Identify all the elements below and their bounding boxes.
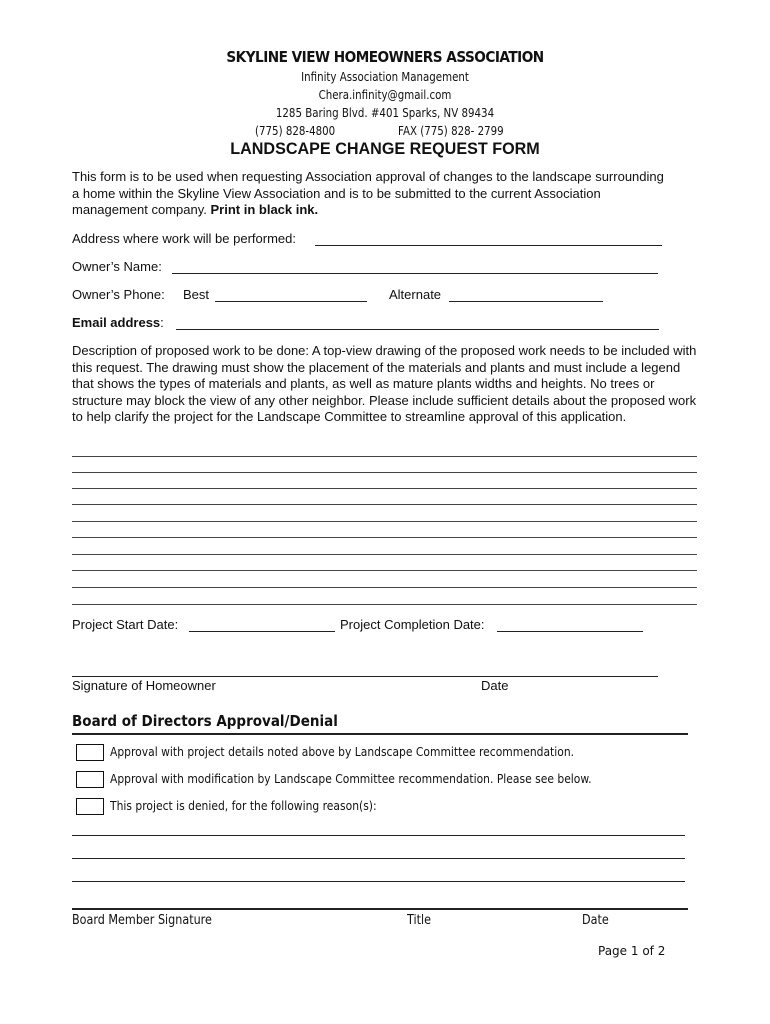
description-line[interactable] (72, 504, 697, 505)
completion-date-label: Project Completion Date: (340, 617, 485, 632)
board-signature-field[interactable] (72, 908, 688, 910)
reason-line[interactable] (72, 881, 685, 882)
description-line[interactable] (72, 587, 697, 588)
best-phone-field[interactable] (215, 301, 367, 302)
approval-option-label: Approval with project details noted above by Landscape Committee recommendation. (110, 744, 575, 759)
board-title-label: Title (407, 913, 431, 928)
description-line[interactable] (72, 488, 697, 489)
start-date-field[interactable] (189, 631, 335, 632)
description-paragraph: Description of proposed work to be done: A top-view drawing of the proposed work needs to be included with this request. The drawing must show the placement of the materials and plants and must include a legend that shows the types of materials and plants, as well as mature plants widths and heights. No trees or structure may block the view of any other neighbor. Please include sufficient details about the proposed work to help clarify the project for the Landscape Committee to streamline approval of this application. (72, 343, 697, 424)
completion-date-field[interactable] (497, 631, 643, 632)
approval-checkbox[interactable] (76, 744, 104, 761)
address-label: Address where work will be performed: (72, 231, 296, 246)
email-field[interactable] (176, 329, 659, 330)
board-signature-label: Board Member Signature (72, 913, 212, 928)
homeowner-signature-label: Signature of Homeowner (72, 678, 216, 693)
management-email: Chera.infinity@gmail.com (318, 87, 452, 102)
intro-emphasis: Print in black ink. (210, 202, 319, 217)
management-fax: FAX (775) 828- 2799 (398, 123, 504, 138)
alternate-phone-label: Alternate (389, 287, 442, 302)
email-colon: : (160, 315, 164, 330)
intro-paragraph (72, 169, 672, 219)
best-phone-label: Best (183, 287, 210, 302)
email-label: Email address (72, 315, 161, 330)
reason-line[interactable] (72, 835, 685, 836)
description-line[interactable] (72, 521, 697, 522)
denial-option-label: This project is denied, for the following reason(s): (110, 798, 377, 813)
reason-line[interactable] (72, 858, 685, 859)
owner-name-field[interactable] (172, 273, 658, 274)
denial-checkbox[interactable] (76, 798, 104, 815)
page-number: Page 1 of 2 (598, 944, 666, 958)
homeowner-signature-field[interactable] (72, 676, 658, 677)
management-company: Infinity Association Management (301, 69, 469, 84)
management-phone: (775) 828-4800 (255, 123, 336, 138)
modification-checkbox[interactable] (76, 771, 104, 788)
owner-name-label: Owner’s Name: (72, 259, 162, 274)
homeowner-date-label: Date (481, 678, 509, 693)
modification-option-label: Approval with modification by Landscape Committee recommendation. Please see below. (110, 771, 592, 786)
description-line[interactable] (72, 554, 697, 555)
intro-text: This form is to be used when requesting Association approval of changes to the landscape surrounding a home within the Skyline View Association and is to be submitted to the current Association management company. (72, 169, 664, 217)
address-field[interactable] (315, 245, 662, 246)
management-address: 1285 Baring Blvd. #401 Sparks, NV 89434 (275, 105, 495, 120)
form-title: LANDSCAPE CHANGE REQUEST FORM (230, 139, 540, 158)
description-line[interactable] (72, 456, 697, 457)
description-line[interactable] (72, 604, 697, 605)
board-date-label: Date (582, 913, 609, 928)
owner-phone-label: Owner’s Phone: (72, 287, 165, 302)
start-date-label: Project Start Date: (72, 617, 179, 632)
description-line[interactable] (72, 570, 697, 571)
description-line[interactable] (72, 537, 697, 538)
association-name: SKYLINE VIEW HOMEOWNERS ASSOCIATION (226, 48, 544, 66)
board-section-title: Board of Directors Approval/Denial (72, 712, 338, 730)
email-label-row (72, 315, 164, 330)
board-section-rule (72, 733, 688, 735)
alternate-phone-field[interactable] (449, 301, 603, 302)
description-line[interactable] (72, 472, 697, 473)
